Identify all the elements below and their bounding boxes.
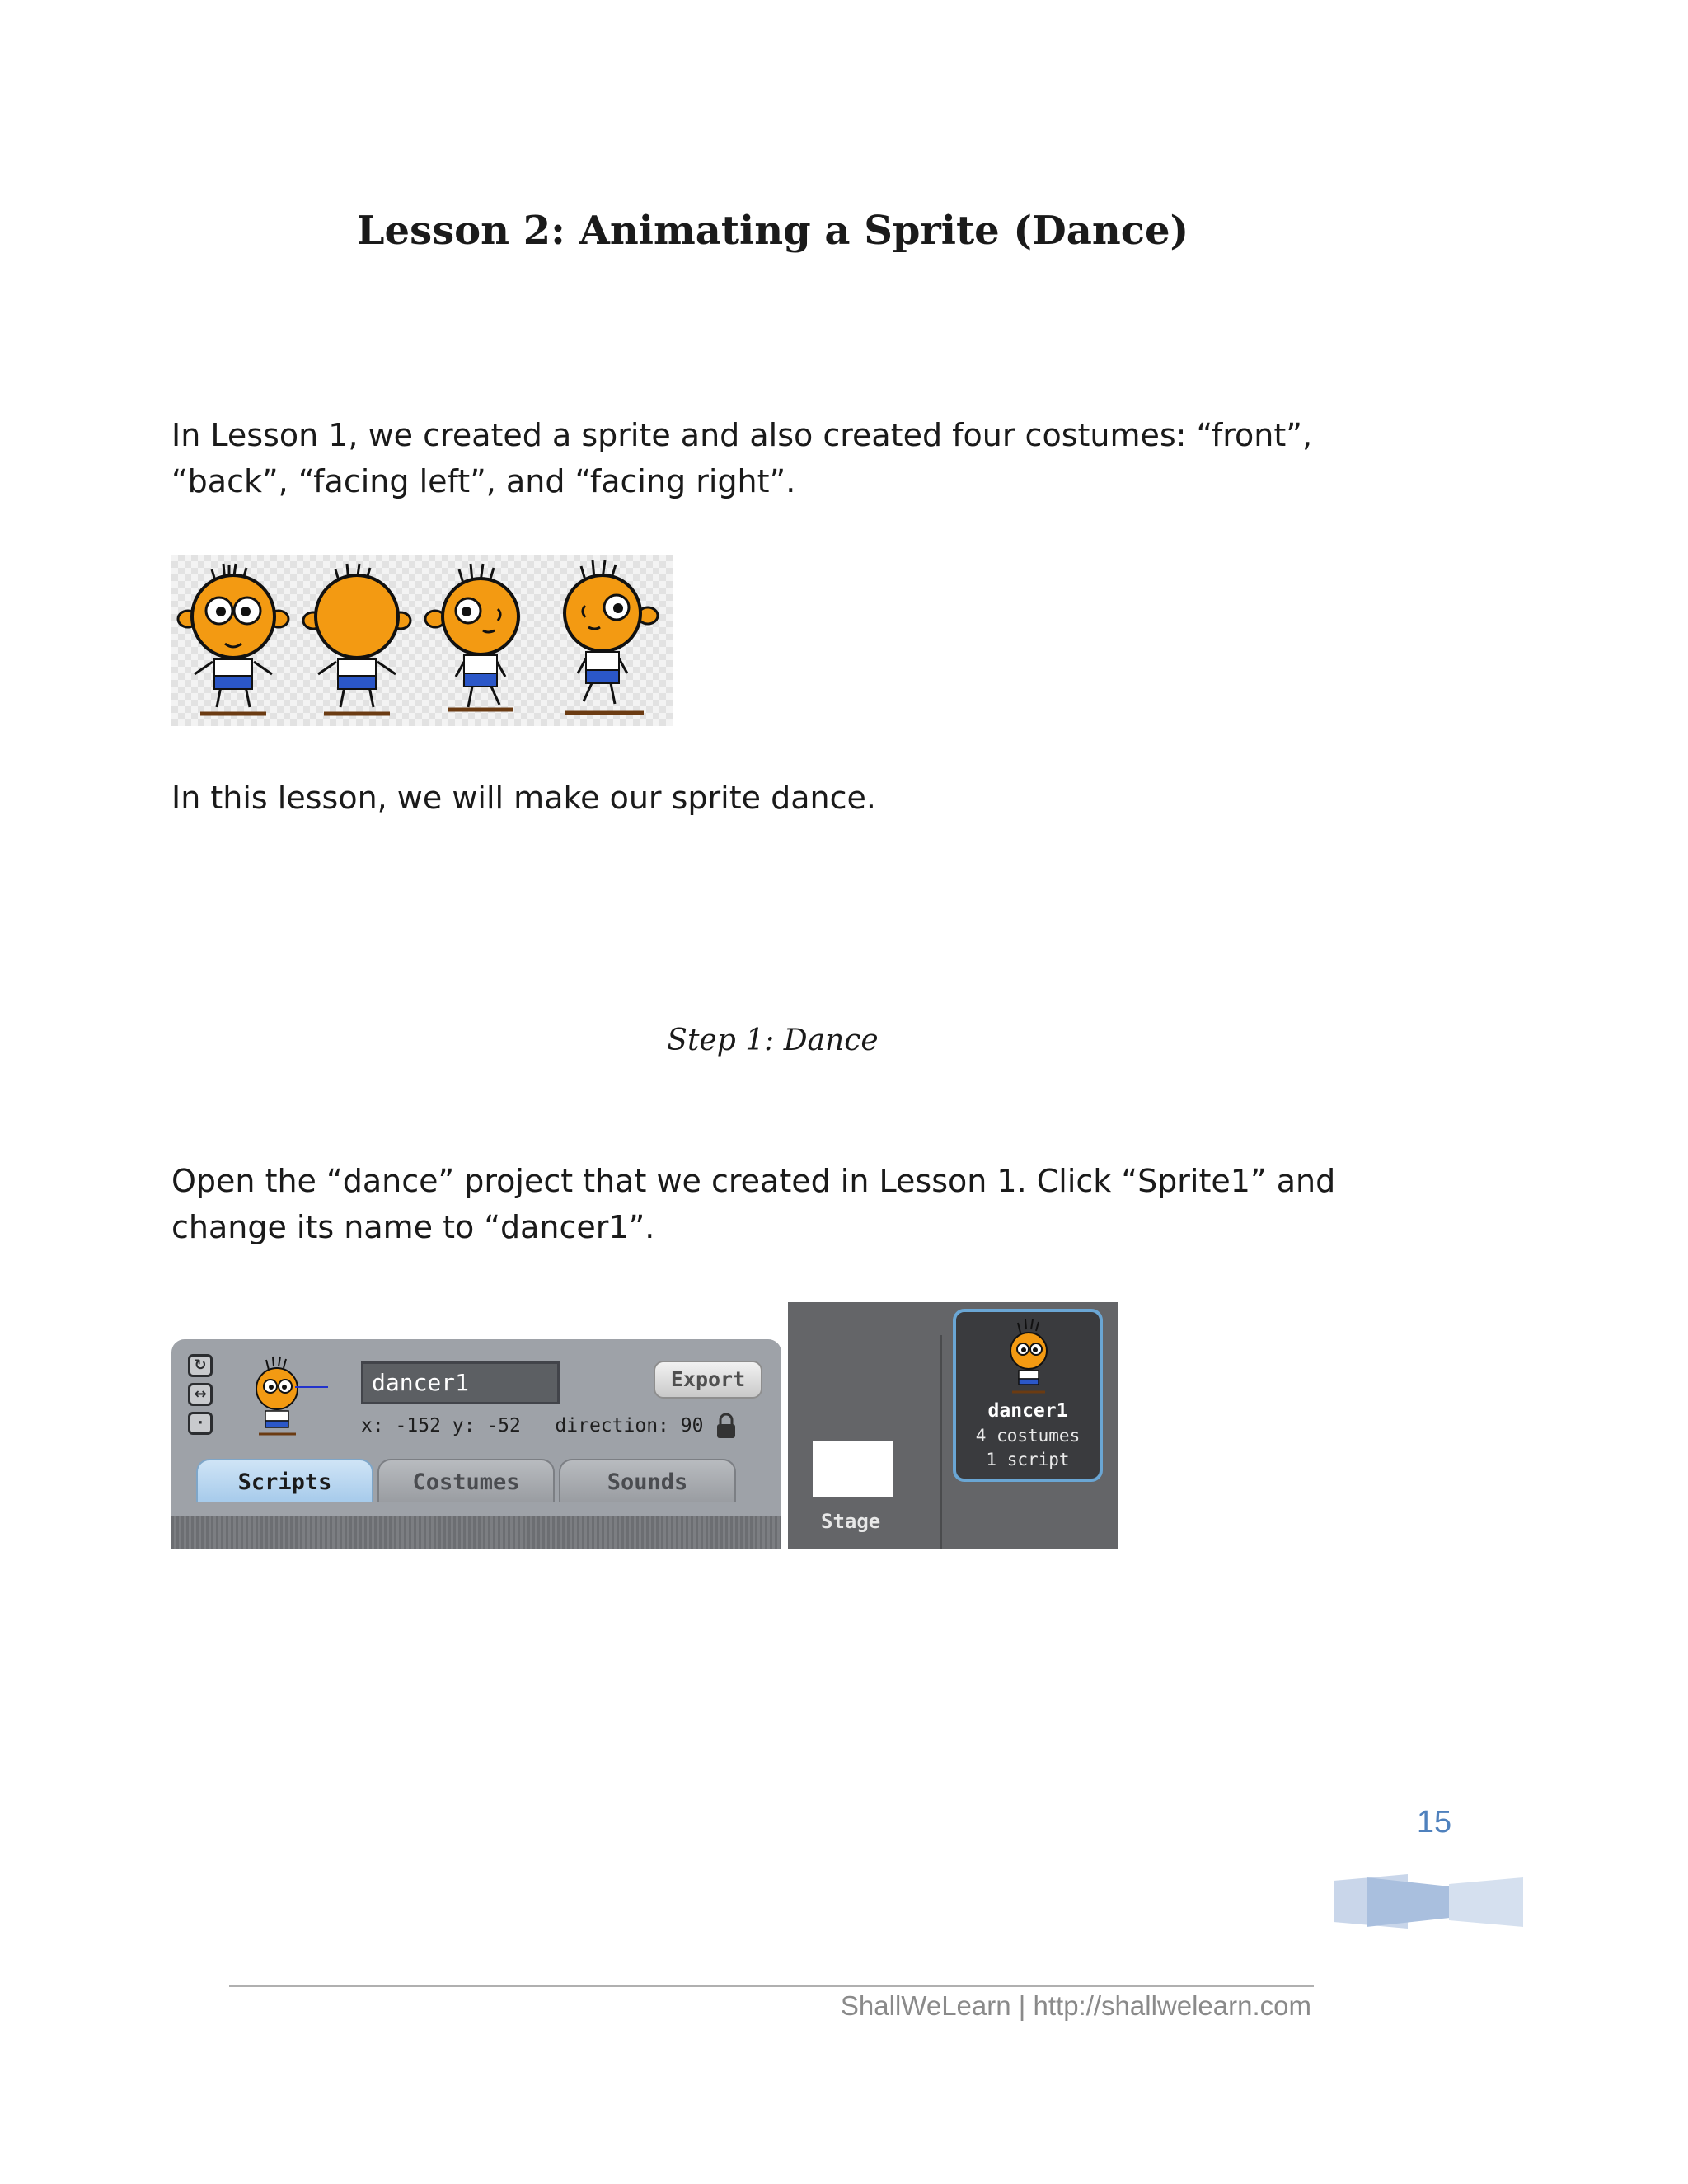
footer-rule [229,1985,1314,1987]
direction-readout: direction: 90 [555,1415,704,1436]
sprite-card-name: dancer1 [987,1400,1068,1422]
flip-style-icon[interactable]: ↔ [188,1383,213,1406]
step-heading: Step 1: Dance [667,1024,879,1057]
xy-readout: x: -152 y: -52 [361,1415,521,1436]
intro-paragraph [171,412,1375,504]
step-line-1: Open the “dance” project that we created in Lesson 1. Click “Sprite1” and [171,1163,1336,1199]
page-number: 15 [1416,1805,1452,1840]
sprite-card-dancer1[interactable] [953,1309,1103,1482]
costume-back [303,564,410,714]
tab-costumes[interactable]: Costumes [377,1459,555,1502]
step-line-2: change its name to “dancer1”. [171,1209,655,1245]
sprite-card-costumes: 4 costumes [975,1426,1081,1446]
intro-line-2: “back”, “facing left”, and “facing right”. [171,463,796,499]
sprite-card-thumbnail [992,1316,1066,1399]
costume-figures [171,555,673,726]
lesson-goal: In this lesson, we will make our sprite dance. [171,780,876,816]
sprite-list-pane [788,1302,1118,1549]
costume-strip-image [171,555,673,726]
costume-facing-right [565,560,658,713]
stage-divider [940,1335,942,1549]
stage-label: Stage [821,1510,881,1533]
no-rotate-icon[interactable]: · [188,1412,213,1435]
sprite-thumbnail [244,1352,339,1442]
tab-scripts[interactable]: Scripts [196,1459,373,1502]
footer-text: ShallWeLearn | http://shallwelearn.com [840,1990,1311,2021]
page-corner-decoration [1334,1872,1523,1932]
sprite-info-panel [171,1339,781,1549]
intro-line-1: In Lesson 1, we created a sprite and also created four costumes: “front”, [171,417,1313,453]
lock-icon[interactable] [715,1412,737,1440]
sprite-card-scripts: 1 script [986,1450,1070,1469]
scripts-area-edge [171,1516,781,1549]
stage-thumbnail[interactable] [813,1441,893,1497]
costume-front [178,564,288,714]
costume-facing-left [425,564,518,710]
tab-sounds[interactable]: Sounds [559,1459,736,1502]
lesson-title: Lesson 2: Animating a Sprite (Dance) [356,208,1189,254]
sprite-coordinates [361,1415,703,1436]
sprite-name-input[interactable]: dancer1 [361,1361,560,1404]
step-paragraph [171,1158,1375,1250]
export-button[interactable]: Export [654,1361,762,1399]
rotate-style-icon[interactable]: ↻ [188,1354,213,1377]
